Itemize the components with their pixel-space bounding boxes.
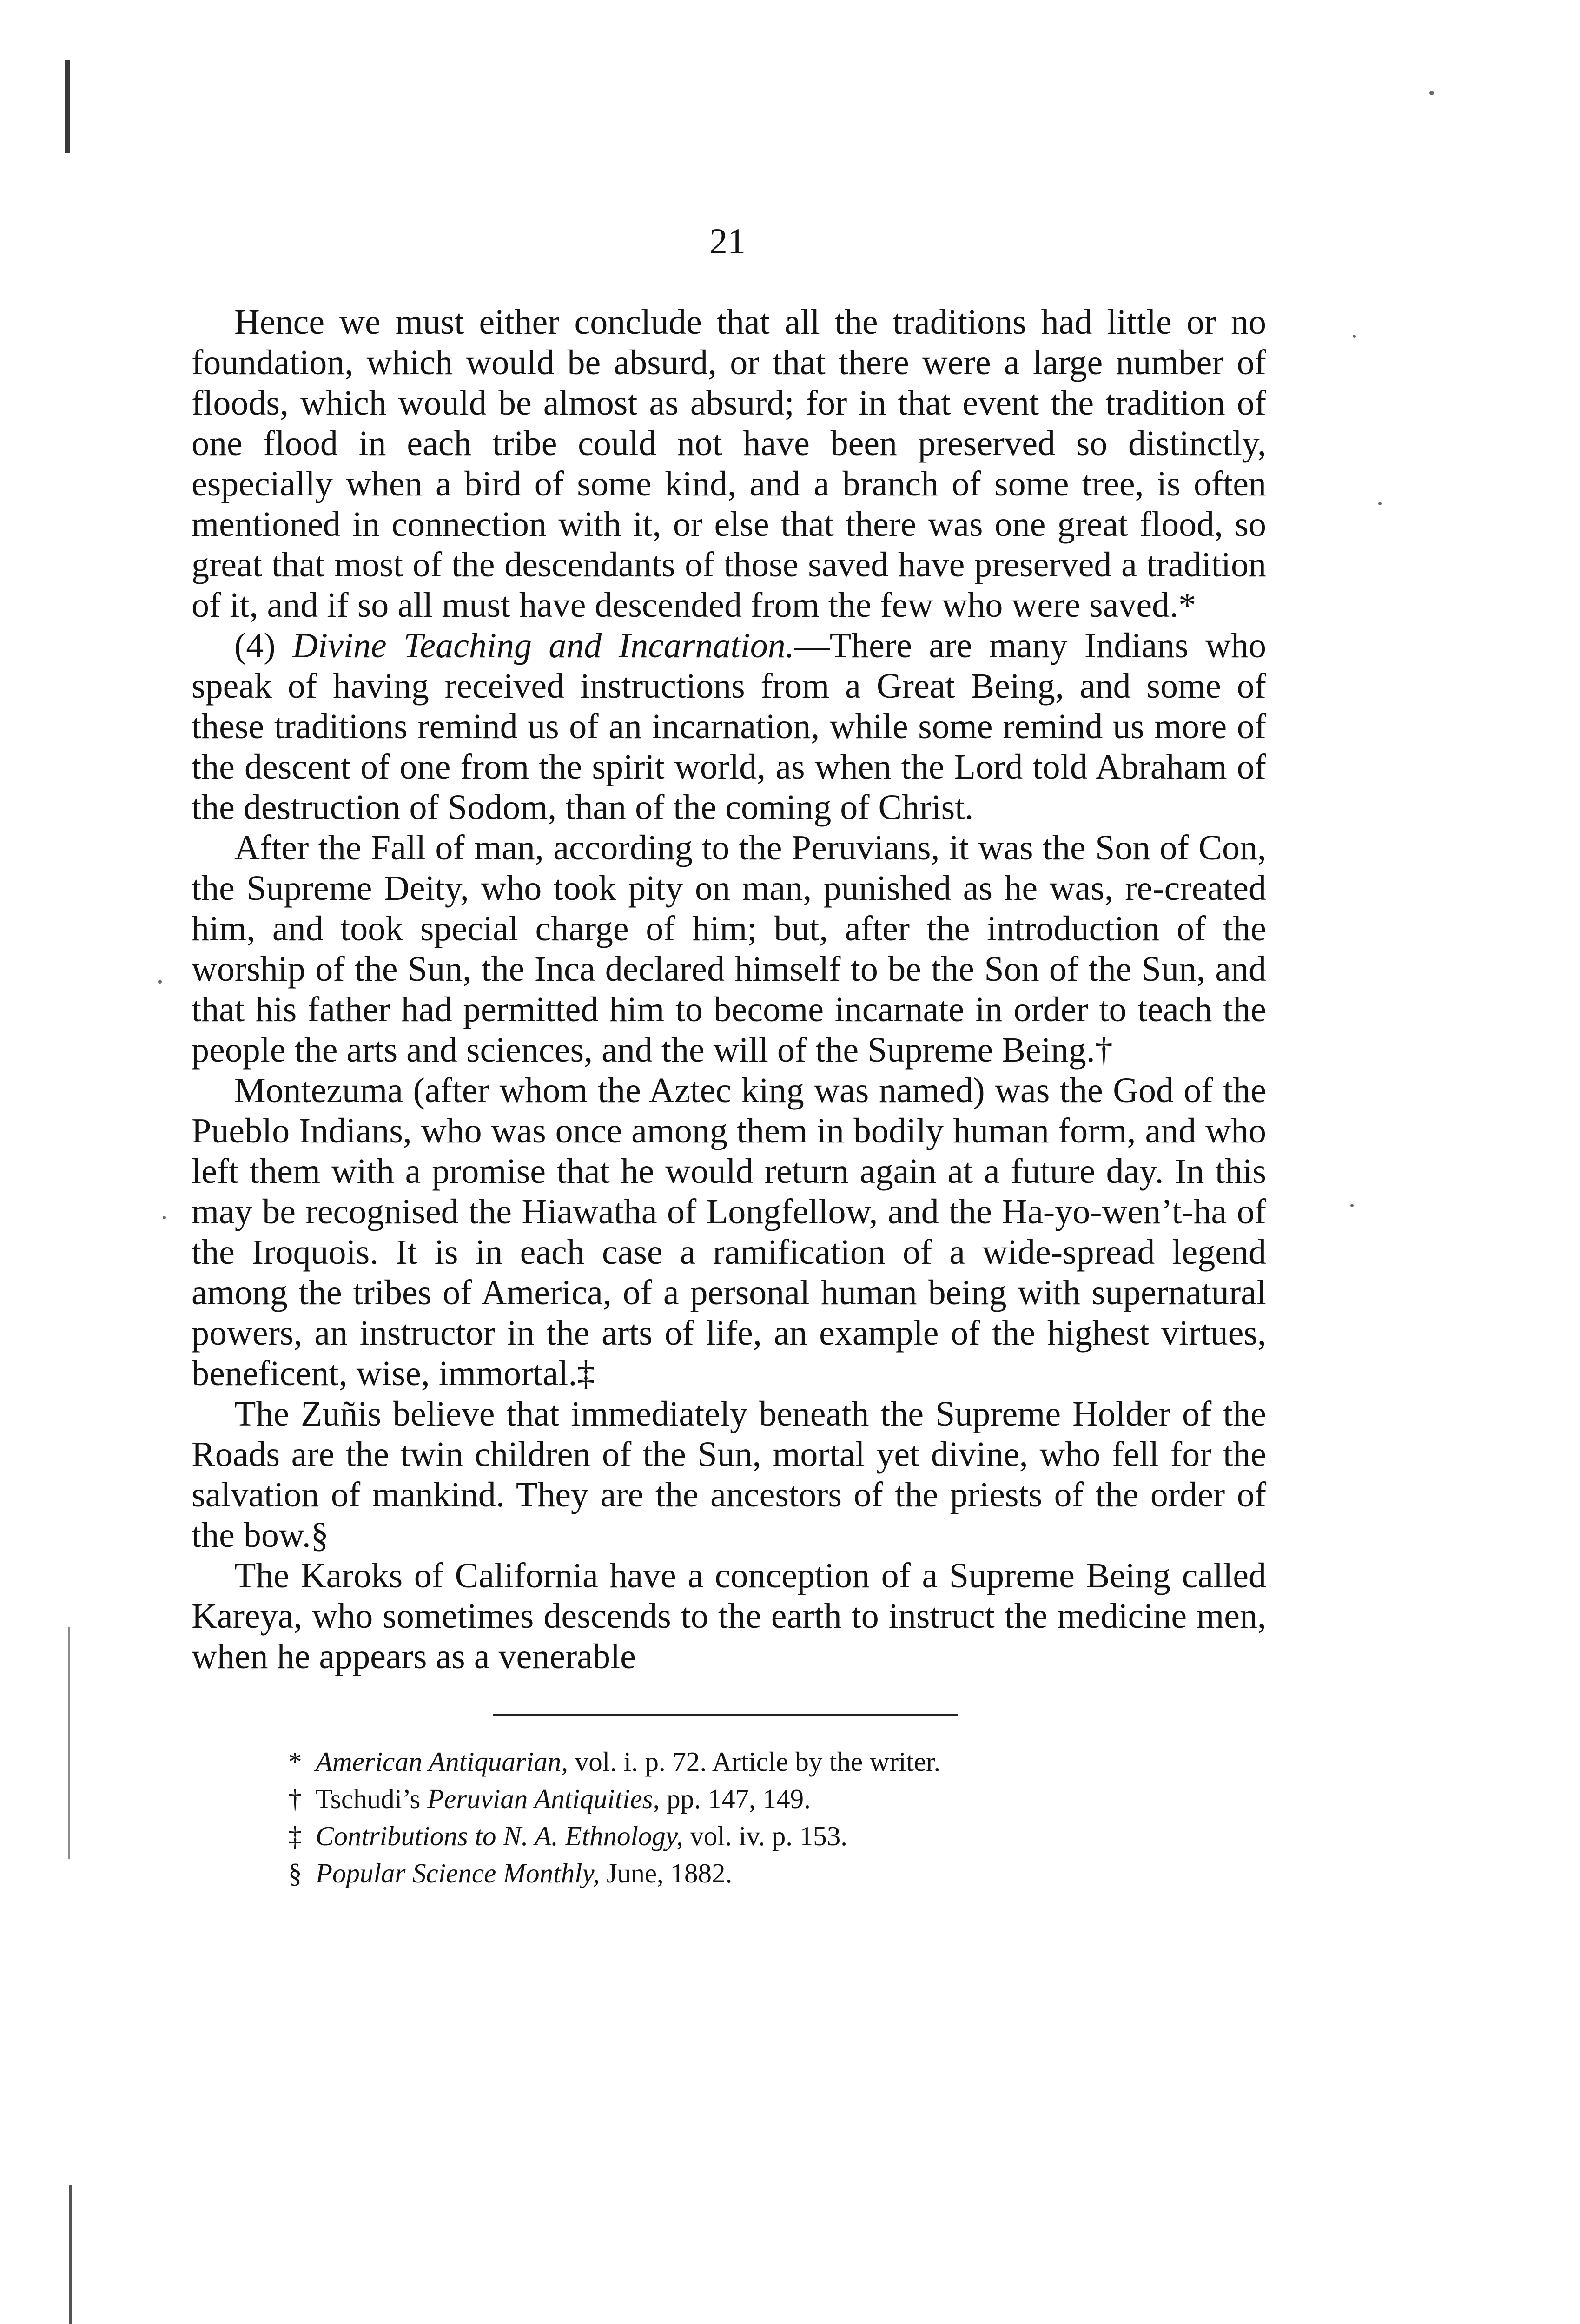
footnote-4 — [288, 1855, 1171, 1892]
footnote-title: Popular Science Monthly, — [316, 1858, 600, 1888]
footnote-detail: June, 1882. — [600, 1858, 733, 1888]
binding-mark-middle — [68, 1627, 70, 1859]
paragraph-peruvians: After the Fall of man, according to the Peruvians, it was the Son of Con, the Supreme Deity, who took pity on man, punished as he was, re-created him, and took special charge of him; but, after the introduction of the worship of the Sun, the Inca declared himself to be the Son of the Sun, and that his father had permitted him to become incarnate in order to teach the people the arts and sciences, and the will of the Supreme Being.† — [192, 828, 1266, 1070]
speck — [1353, 335, 1356, 338]
footnote-prefix: Tschudi’s — [316, 1783, 428, 1814]
footnote-title: American Antiquarian, — [316, 1746, 568, 1777]
footnote-title: Contributions to N. A. Ethnology, — [316, 1821, 683, 1851]
speck — [163, 1216, 166, 1219]
binding-mark-bottom — [69, 2185, 72, 2324]
speck — [1350, 1204, 1354, 1207]
page-number: 21 — [709, 221, 746, 261]
speck — [1378, 502, 1382, 505]
paragraph-zunis: The Zuñis believe that immediately beneath the Supreme Holder of the Roads are the twin children of the Sun, mortal yet divine, who fell for the salvation of mankind. They are the ancestors of the priests of the order of the bow.§ — [192, 1394, 1266, 1555]
section-heading: Divine Teaching and Incarnation. — [292, 626, 794, 665]
footnote-detail: pp. 147, 149. — [660, 1783, 811, 1814]
footnote-detail: vol. i. p. 72. Article by the writer. — [568, 1746, 941, 1777]
footnote-mark: ‡ — [288, 1821, 302, 1851]
paragraph-floods: Hence we must either conclude that all the traditions had little or no foundation, which would be absurd, or that there were a large number of floods, which would be almost as absurd; for in that event the tradition of one flood in each tribe could not have been preserved so distinctly, especially when a bird of some kind, and a branch of some tree, is often mentioned in connection with it, or else that there was one great flood, so great that most of the descendants of those saved have preserved a tradition of it, and if so all must have descended from the few who were saved.* — [192, 303, 1266, 625]
paragraph-karoks: The Karoks of California have a conception of a Supreme Being called Kareya, who sometimes descends to the earth to instruct the medicine men, when he appears as a venerable — [192, 1556, 1266, 1676]
section-number: (4) — [234, 626, 293, 665]
footnote-1 — [288, 1743, 1171, 1780]
paragraph-montezuma: Montezuma (after whom the Aztec king was named) was the God of the Pueblo Indians, who was once among them in bodily human form, and who left them with a promise that he would return again at a future day. In this may be recognised the Hiawatha of Longfellow, and the Ha-yo-wen’t-ha of the Iroquois. It is in each case a ramification of a wide-spread legend among the tribes of America, of a personal human being with supernatural powers, an instructor in the arts of life, an example of the highest virtues, beneficent, wise, immortal.‡ — [192, 1071, 1266, 1393]
footnote-mark: * — [288, 1746, 302, 1777]
footnote-title: Peruvian Antiquities, — [427, 1783, 660, 1814]
binding-mark-top — [65, 60, 70, 153]
body-text — [192, 302, 1266, 1677]
paragraph-divine-teaching-text: —There are many Indians who speak of having received instructions from a Great Being, and some of these traditions remind us of an incarnation, while some remind us more of the descent of one from the spirit world, as when the Lord told Abraham of the destruction of Sodom, than of the coming of Christ. — [192, 626, 1266, 827]
footnote-3 — [288, 1817, 1171, 1855]
paragraph-divine-teaching — [192, 626, 1266, 828]
footnote-mark: † — [288, 1783, 302, 1814]
footnotes — [288, 1743, 1171, 1892]
footnote-detail: vol. iv. p. 153. — [683, 1821, 848, 1851]
speck — [1429, 91, 1434, 95]
footnote-mark: § — [288, 1858, 302, 1888]
speck — [158, 980, 162, 984]
footnote-2 — [288, 1780, 1171, 1817]
footnote-divider — [493, 1714, 958, 1716]
